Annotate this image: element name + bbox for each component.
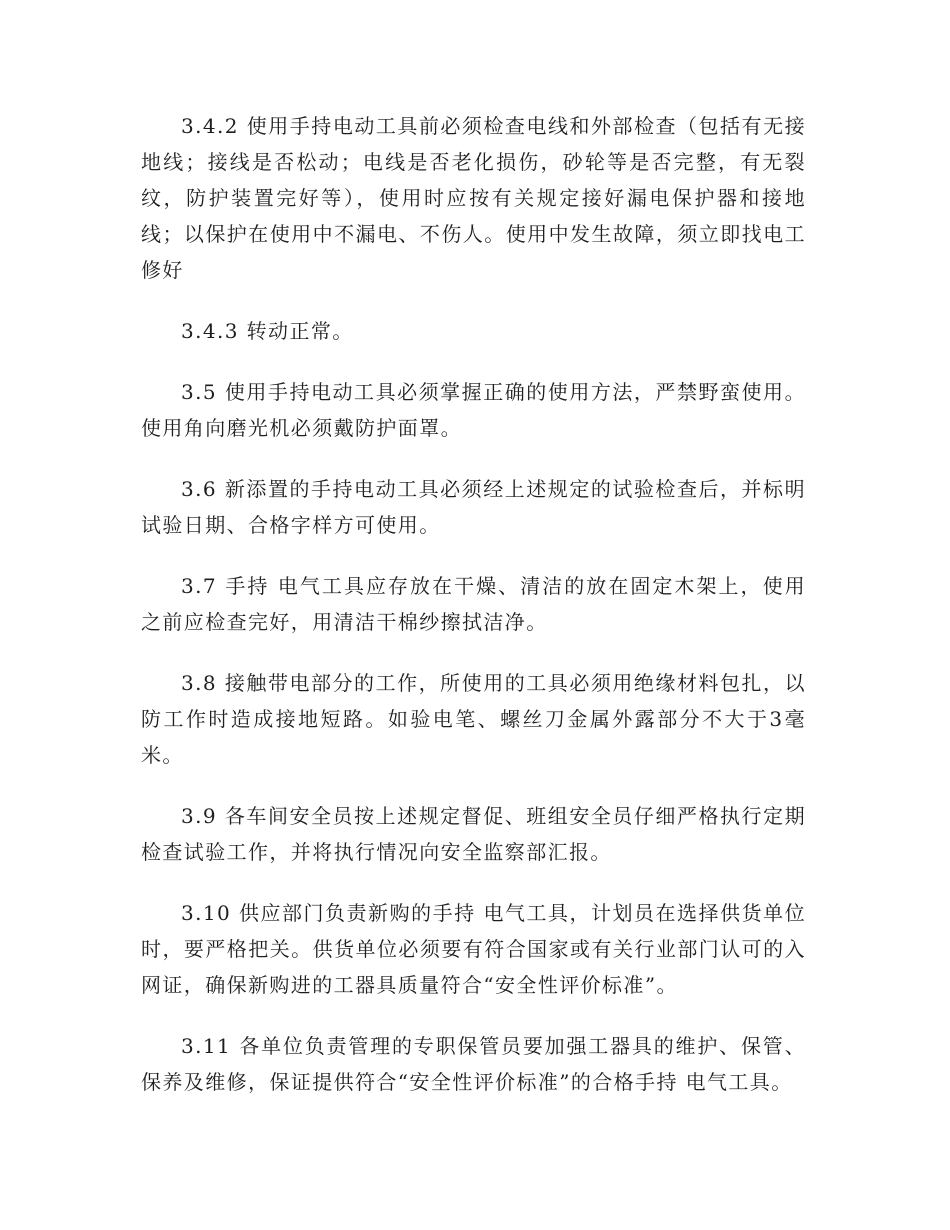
paragraph-3-4-2: 3.4.2 使用手持电动工具前必须检查电线和外部检查（包括有无接地线；接线是否松动；电线是否老化损伤，砂轮等是否完整，有无裂纹，防护装置完好等），使用时应按有关规定接好漏电保护器和接地线；以保护在使用中不漏电、不伤人。使用中发生故障，须立即找电工修好 [141,114,806,282]
paragraph-3-5: 3.5 使用手持电动工具必须掌握正确的使用方法，严禁野蛮使用。使用角向磨光机必须戴防护面罩。 [141,380,806,440]
document-body [141,108,806,1125]
paragraph-3-11: 3.11 各单位负责管理的专职保管员要加强工器具的维护、保管、保养及维修，保证提供符合“安全性评价标准”的合格手持 电气工具。 [141,1034,806,1094]
paragraph-3-8: 3.8 接触带电部分的工作，所使用的工具必须用绝缘材料包扎，以防工作时造成接地短路。如验电笔、螺丝刀金属外露部分不大于3毫米。 [141,671,806,767]
paragraph-3-9: 3.9 各车间安全员按上述规定督促、班组安全员仔细严格执行定期检查试验工作，并将执行情况向安全监察部汇报。 [141,804,806,864]
paragraph-3-4-3: 3.4.3 转动正常。 [181,319,354,343]
paragraph-3-10: 3.10 供应部门负责新购的手持 电气工具，计划员在选择供货单位时，要严格把关。供货单位必须要有符合国家或有关行业部门认可的入网证，确保新购进的工器具质量符合“安全性评价标准”。 [141,901,806,997]
paragraph-3-6: 3.6 新添置的手持电动工具必须经上述规定的试验检查后，并标明试验日期、合格字样方可使用。 [141,477,806,537]
paragraph-3-7: 3.7 手持 电气工具应存放在干燥、清洁的放在固定木架上，使用之前应检查完好，用清洁干棉纱擦拭洁净。 [141,574,806,634]
